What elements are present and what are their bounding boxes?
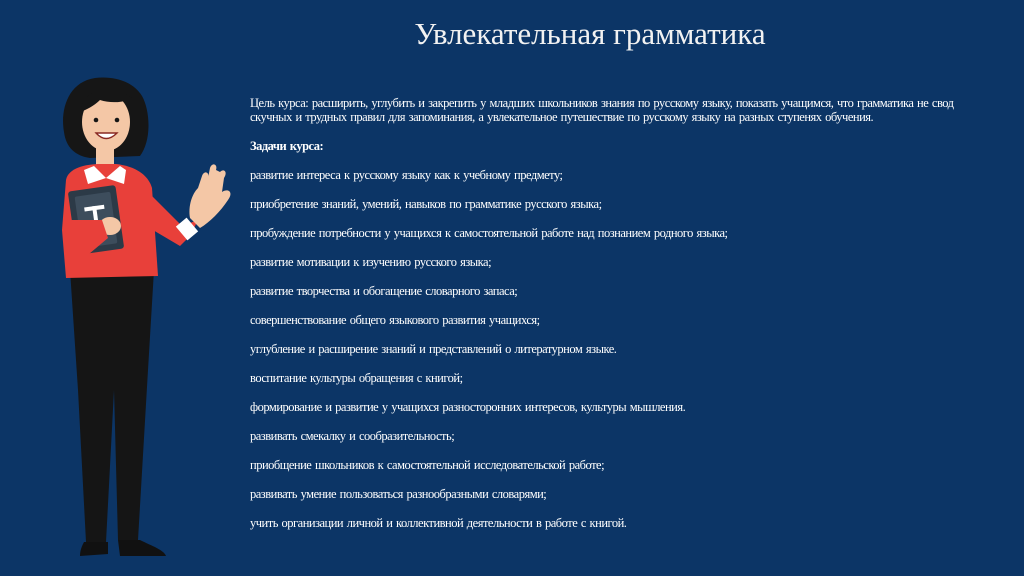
tasks-list bbox=[250, 168, 972, 530]
task-item: пробуждение потребности у учащихся к самостоятельной работе над познанием родного языка; bbox=[250, 226, 728, 240]
task-item: развивать умение пользоваться разнообразными словарями; bbox=[250, 487, 547, 501]
task-item: приобщение школьников к самостоятельной исследовательской работе; bbox=[250, 458, 605, 472]
right-shoe bbox=[118, 540, 166, 556]
task-item: воспитание культуры обращения с книгой; bbox=[250, 371, 463, 385]
task-item: углубление и расширение знаний и представлений о литературном языке. bbox=[250, 342, 617, 356]
left-shoe bbox=[80, 542, 108, 556]
waving-hand bbox=[189, 164, 230, 228]
task-item: развивать смекалку и сообразительность; bbox=[250, 429, 455, 443]
slide-content bbox=[250, 96, 972, 530]
task-item: формирование и развитие у учащихся разносторонних интересов, культуры мышления. bbox=[250, 400, 686, 414]
right-eye bbox=[115, 118, 120, 123]
pants bbox=[70, 270, 154, 542]
tasks-heading: Задачи курса: bbox=[250, 139, 324, 153]
task-item: развитие интереса к русскому языку как к учебному предмету; bbox=[250, 168, 563, 182]
course-goal-text: Цель курса: расширить, углубить и закрепить у младших школьников знания по русскому языку, показать учащимся, что грамматика не свод скучных и трудных правил для запоминания, а увлекательное путешествие по русскому языку на разных ступенях обучения. bbox=[250, 96, 954, 124]
task-item: приобретение знаний, умений, навыков по грамматике русского языка; bbox=[250, 197, 602, 211]
teacher-illustration bbox=[40, 70, 240, 576]
left-eye bbox=[94, 118, 99, 123]
slide-title: Увлекательная грамматика bbox=[414, 16, 766, 51]
task-item: учить организации личной и коллективной деятельности в работе с книгой. bbox=[250, 516, 627, 530]
task-item: развитие мотивации к изучению русского языка; bbox=[250, 255, 492, 269]
task-item: развитие творчества и обогащение словарного запаса; bbox=[250, 284, 518, 298]
task-item: совершенствование общего языкового развития учащихся; bbox=[250, 313, 540, 327]
